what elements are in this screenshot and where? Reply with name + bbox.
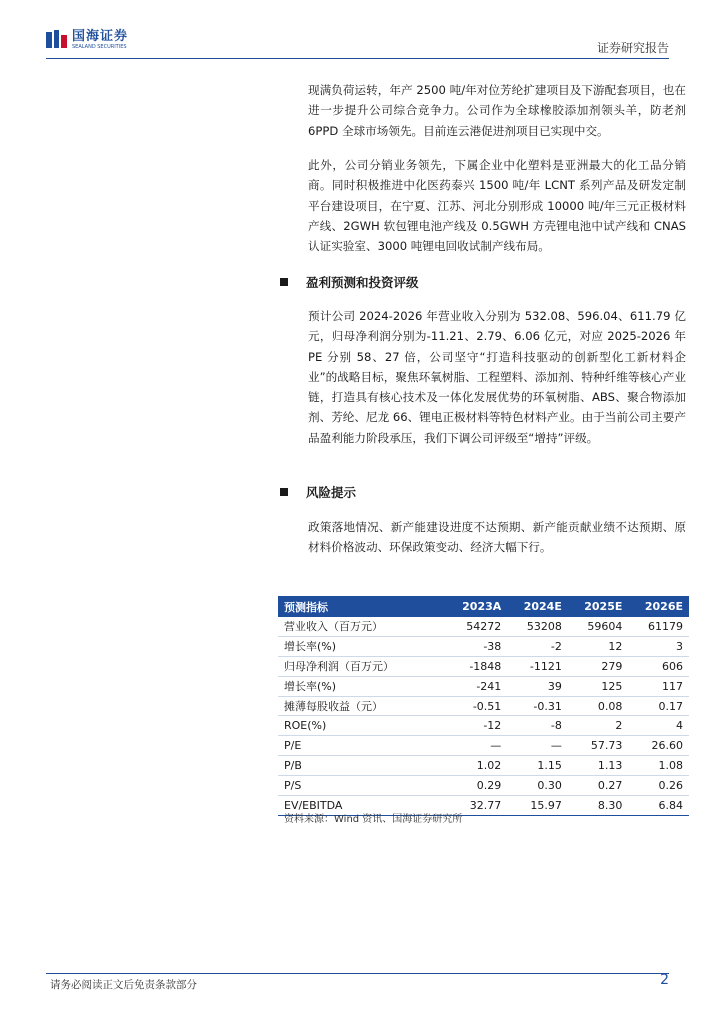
page-number: 2 [660, 972, 669, 988]
table-source-note: 资料来源：Wind 资讯、国海证券研究所 [284, 814, 463, 825]
table-cell: -0.51 [445, 696, 507, 716]
table-row-label: 增长率(%) [278, 636, 445, 656]
table-cell: 1.13 [568, 756, 629, 776]
disclaimer-note: 请务必阅读正文后免责条款部分 [50, 979, 197, 991]
table-cell: 1.02 [445, 756, 507, 776]
table-row-label: P/S [278, 776, 445, 796]
table-row-label: 增长率(%) [278, 676, 445, 696]
table-header-cell: 2024E [507, 596, 568, 617]
table-cell: 279 [568, 656, 629, 676]
table-cell: -1121 [507, 656, 568, 676]
bullet-square-icon [280, 488, 288, 496]
footer-divider [46, 973, 669, 974]
table-cell: 117 [628, 676, 689, 696]
table-row [278, 636, 689, 656]
table-cell: 4 [628, 716, 689, 736]
table-row-label: P/B [278, 756, 445, 776]
table-cell: 0.17 [628, 696, 689, 716]
table-cell: — [507, 736, 568, 756]
table-cell: 53208 [507, 617, 568, 636]
section-heading-text: 盈利预测和投资评级 [306, 275, 419, 290]
section-heading-forecast [280, 273, 419, 291]
logo-name-cn: 国海证券 [72, 29, 129, 44]
table-cell: 57.73 [568, 736, 629, 756]
header-divider [46, 58, 669, 59]
table-cell: — [445, 736, 507, 756]
table-header-cell: 2026E [628, 596, 689, 617]
table-cell: 6.84 [628, 796, 689, 816]
section-heading-risk [280, 483, 356, 501]
table-row [278, 716, 689, 736]
table-cell: 1.15 [507, 756, 568, 776]
paragraph-distribution: 此外，公司分销业务领先，下属企业中化塑料是亚洲最大的化工品分销商。同时积极推进中化医药泰兴 1500 吨/年 LCNT 系列产品及研发定制平台建设项目，在宁夏、江苏、河北分别形成 10000 吨/年三元正极材料产线、2GWH 软包锂电池产线及 0.5GWH 方壳锂电池中试产线和 CNAS 认证实验室、3000 吨锂电回收试制产线布局。 [308, 158, 686, 254]
table-cell: 0.29 [445, 776, 507, 796]
table-row [278, 756, 689, 776]
table-cell: 15.97 [507, 796, 568, 816]
table-cell: 606 [628, 656, 689, 676]
paragraph-forecast: 预计公司 2024-2026 年营业收入分别为 532.08、596.04、611.79 亿元，归母净利润分别为-11.21、2.79、6.06 亿元，对应 2025-2026 年 PE 分别 58、27 倍，公司坚守“打造科技驱动的创新型化工新材料企业”的战略目标，聚焦环氧树脂、工程塑料、添加剂、特种纤维等核心产业链，打造具有核心技术及一体化发展优势的环氧树脂、ABS、聚合物添加剂、芳纶、尼龙 66、锂电正极材料等特色材料产业。由于当前公司主要产品盈利能力阶段承压，我们下调公司评级至“增持”评级。 [308, 309, 686, 445]
table-row [278, 617, 689, 636]
table-row-label: 摊薄每股收益（元） [278, 696, 445, 716]
table-cell: 0.26 [628, 776, 689, 796]
table-header-row [278, 596, 689, 617]
forecast-table [278, 596, 689, 816]
table-row [278, 696, 689, 716]
table-cell: 54272 [445, 617, 507, 636]
table-cell: -1848 [445, 656, 507, 676]
table-cell: 125 [568, 676, 629, 696]
table-row-label: ROE(%) [278, 716, 445, 736]
table-row [278, 676, 689, 696]
table-cell: -12 [445, 716, 507, 736]
table-cell: 26.60 [628, 736, 689, 756]
table-cell: 59604 [568, 617, 629, 636]
company-logo [46, 30, 128, 50]
table-header-cell: 2023A [445, 596, 507, 617]
table-cell: -241 [445, 676, 507, 696]
table-cell: 8.30 [568, 796, 629, 816]
table-row-label: P/E [278, 736, 445, 756]
table-cell: -38 [445, 636, 507, 656]
table-cell: 2 [568, 716, 629, 736]
report-type-label: 证券研究报告 [596, 41, 669, 55]
table-cell: 1.08 [628, 756, 689, 776]
table-header-cell: 预测指标 [278, 596, 445, 617]
table-header-cell: 2025E [568, 596, 629, 617]
table-row-label: EV/EBITDA [278, 796, 445, 816]
table-body [278, 617, 689, 815]
table-row [278, 736, 689, 756]
table-cell: 12 [568, 636, 629, 656]
table-cell: 0.27 [568, 776, 629, 796]
table-row-label: 归母净利润（百万元） [278, 656, 445, 676]
paragraph-business-overview: 现满负荷运转，年产 2500 吨/年对位芳纶扩建项目及下游配套项目，也在进一步提升公司综合竞争力。公司作为全球橡胶添加剂领头羊，防老剂 6PPD 全球市场领先。目前连云港促进剂项目已实现中交。 [308, 83, 686, 138]
table-cell: 39 [507, 676, 568, 696]
table-row [278, 656, 689, 676]
table-cell: 0.30 [507, 776, 568, 796]
table-cell: 32.77 [445, 796, 507, 816]
logo-name-en: SEALAND SECURITIES [72, 44, 127, 50]
section-heading-text: 风险提示 [306, 485, 357, 500]
table-row [278, 776, 689, 796]
paragraph-risk: 政策落地情况、新产能建设进度不达预期、新产能贡献业绩不达预期、原材料价格波动、环保政策变动、经济大幅下行。 [308, 520, 686, 555]
table-cell: 3 [628, 636, 689, 656]
bullet-square-icon [280, 278, 288, 286]
table-cell: 61179 [628, 617, 689, 636]
table-cell: 0.08 [568, 696, 629, 716]
table-row-label: 营业收入（百万元） [278, 617, 445, 636]
table-cell: -2 [507, 636, 568, 656]
table-cell: -8 [507, 716, 568, 736]
table-cell: -0.31 [507, 696, 568, 716]
logo-icon [46, 30, 68, 50]
